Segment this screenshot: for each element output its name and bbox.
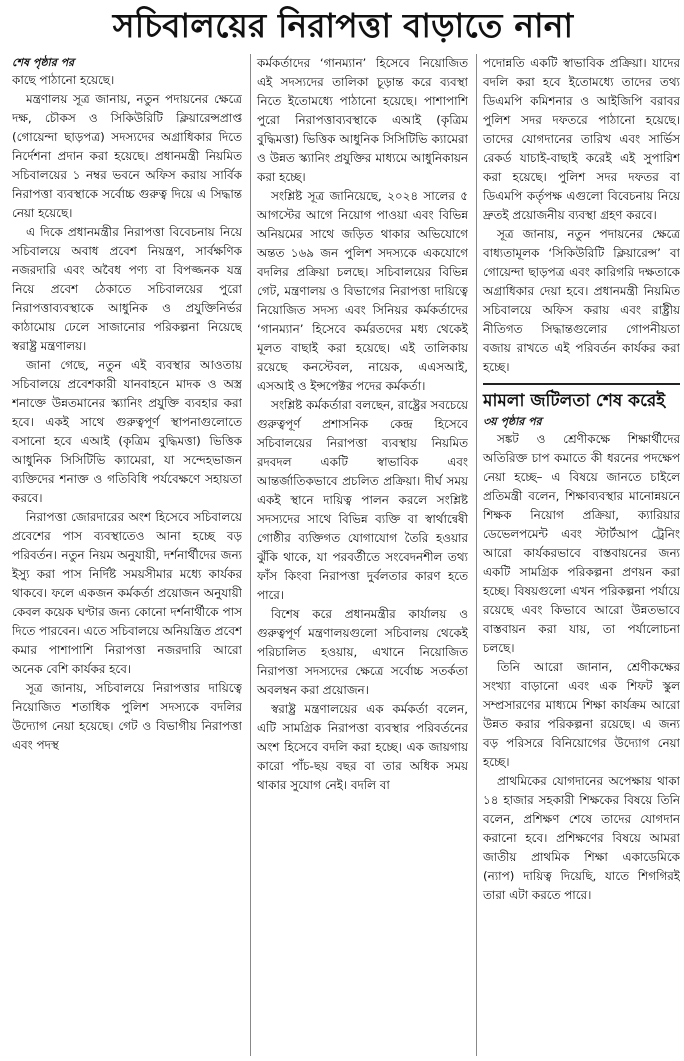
column-3: [476, 54, 680, 1056]
paragraph: স্বরাষ্ট্র মন্ত্রণালয়ের এক কর্মকর্তা বলেন, এটি সামগ্রিক নিরাপত্তা ব্যবস্থার পরিবর্তনের অংশ হিসেবে বদলি করা হচ্ছে। এক জায়গায় কারো পাঁচ-ছয় বছর বা তার অধিক সময় থাকার সুযোগ নেই। বদলি বা: [257, 702, 468, 792]
paragraph: সূত্র জানায়, সচিবালয়ে নিরাপত্তার দায়িত্বে নিয়োজিত শতাধিক পুলিশ সদস্যকে বদলির উদ্যোগ নেয়া হয়েছে। গেট ও বিভাগীয় নিরাপত্তা এবং পদস্থ: [12, 681, 242, 752]
paragraph: এ দিকে প্রধানমন্ত্রীর নিরাপত্তা বিবেচনায় নিয়ে সচিবালয়ে অবাধ প্রবেশ নিয়ন্ত্রণ, সার্বক্ষণিক নজরদারি এবং অবৈধ পণ্য বা বিপজ্জনক যন্ত্র নিয়ে প্রবেশ ঠেকাতে সচিবালয়ের পুরো নিরাপত্তাব্যবস্থাকে আধুনিক ও প্রযুক্তিনির্ভর কাঠামোয় ঢেলে সাজানোর পরিকল্পনা নিয়েছে স্বরাষ্ট্র মন্ত্রণালয়।: [12, 225, 242, 353]
paragraph: নিরাপত্তা জোরদারের অংশ হিসেবে সচিবালয়ে প্রবেশের পাস ব্যবস্থাতেও আনা হচ্ছে বড় পরিবর্তন। নতুন নিয়ম অনুযায়ী, দর্শনার্থীদের জন্য ইস্যু করা পাস নির্দিষ্ট সময়সীমার মধ্যে কার্যকর থাকবে। ফলে একজন কর্মকর্তা প্রয়োজন অনুযায়ী কেবল কয়েক ঘণ্টার জন্য কোনো দর্শনার্থীকে পাস দিতে পারবেন। এতে সচিবালয়ে অনিয়ন্ত্রিত প্রবেশ কমার পাশাপাশি নিরাপত্তা নজরদারি আরো অনেক বেশি কার্যকর হবে।: [12, 510, 242, 676]
continued-from-label: ৩য় পৃষ্ঠার পর: [483, 415, 542, 428]
paragraph: সঙ্কট ও শ্রেণীকক্ষে শিক্ষার্থীদের অতিরিক্ত চাপ কমাতে কী ধরনের পদক্ষেপ নেয়া হচ্ছে– এ বিষয়ে জানতে চাইলে প্রতিমন্ত্রী বলেন, শিক্ষাব্যবস্থার মানোন্নয়নে শিক্ষক নিয়োগ প্রক্রিয়া, ক্যারিয়ার ডেভেলপমেন্ট এবং স্টার্টআপ ট্রেনিং আরো কার্যকরভাবে বাস্তবায়নের জন্য একটি সামগ্রিক পরিকল্পনা প্রণয়ন করা হচ্ছে। বিষয়গুলো এখন পরিকল্পনা পর্যায়ে রয়েছে এবং কিভাবে আরো উন্নতভাবে বাস্তবায়ন করা যায়, তা পর্যালোচনা চলছে।: [483, 432, 680, 655]
paragraph: বিশেষ করে প্রধানমন্ত্রীর কার্যালয় ও গুরুত্বপূর্ণ মন্ত্রণালয়গুলো সচিবালয় থেকেই পরিচালিত হওয়ায়, এখানে নিয়োজিত নিরাপত্তা সদস্যদের ক্ষেত্রে সর্বোচ্চ সতর্কতা অবলম্বন করা প্রয়োজন।: [257, 607, 468, 697]
paragraph: তিনি আরো জানান, শ্রেণীকক্ষের সংখ্যা বাড়ানো এবং এক শিফট স্কুল সম্প্রসারণের মাধ্যমে শিক্ষা কার্যক্রম আরো উন্নত করার পরিকল্পনা রয়েছে। এ জন্য বড় পরিসরে বিনিয়োগের উদ্যোগ নেয়া হচ্ছে।: [483, 660, 680, 769]
paragraph: মন্ত্রণালয় সূত্র জানায়, নতুন পদায়নের ক্ষেত্রে দক্ষ, চৌকস ও সিকিউরিটি ক্লিয়ারেন্সপ্রাপ্ত (গোয়েন্দা ছাড়পত্র) সদস্যদের অগ্রাধিকার দিতে নির্দেশনা প্রদান করা হয়েছে। প্রধানমন্ত্রী নিয়মিত সচিবালয়ের ১ নম্বর ভবনে অফিস করায় সার্বিক নিরাপত্তা ব্যবস্থাকে সর্বোচ্চ গুরুত্ব দিয়ে এ সিদ্ধান্ত নেয়া হয়েছে।: [12, 92, 242, 220]
column-1: [12, 54, 242, 1056]
main-headline: সচিবালয়ের নিরাপত্তা বাড়াতে নানা: [112, 6, 574, 45]
paragraph: সংশ্লিষ্ট সূত্র জানিয়েছে, ২০২৪ সালের ৫ আগস্টের আগে নিয়োগ পাওয়া এবং বিভিন্ন অনিয়মের সাথে জড়িত থাকার অভিযোগে অন্তত ১৬৯ জন পুলিশ সদস্যকে একযোগে বদলির প্রক্রিয়া চলছে। সচিবালয়ের বিভিন্ন গেট, মন্ত্রণালয় ও বিভাগের নিরাপত্তা দায়িত্বে নিয়োজিত সদস্য এবং সিনিয়র কর্মকর্তাদের ‘গানম্যান’ হিসেবে কর্মরতদের মধ্য থেকেই মূলত বাছাই করা হয়েছে। এই তালিকায় রয়েছে কনস্টেবল, নায়েক, এএসআই, এসআই ও ইন্সপেক্টর পদের কর্মকর্তা।: [257, 189, 468, 393]
column-2: [250, 54, 468, 1056]
paragraph: পদোন্নতি একটি স্বাভাবিক প্রক্রিয়া। যাদের বদলি করা হবে ইতোমধ্যে তাদের তথ্য ডিএমপি কমিশনার ও আইজিপি বরাবর পুলিশ সদর দফতরে পাঠানো হয়েছে। তাদের যোগদানের তারিখ এবং সার্ভিস রেকর্ড যাচাই-বাছাই করেই এই সুপারিশ করা হয়েছে। পুলিশ সদর দফতর বা ডিএমপি কর্তৃপক্ষ এগুলো বিবেচনায় নিয়ে দ্রুতই প্রয়োজনীয় ব্যবস্থা গ্রহণ করবে।: [483, 56, 680, 222]
paragraph: সংশ্লিষ্ট কর্মকর্তারা বলছেন, রাষ্ট্রের সবচেয়ে গুরুত্বপূর্ণ প্রশাসনিক কেন্দ্র হিসেবে সচিবালয়ের নিরাপত্তা ব্যবস্থায় নিয়মিত রদবদল একটি স্বাভাবিক এবং আন্তর্জাতিকভাবে প্রচলিত প্রক্রিয়া। দীর্ঘ সময় একই স্থানে দায়িত্ব পালন করলে সংশ্লিষ্ট সদস্যদের সাথে বিভিন্ন ব্যক্তি বা স্বার্থান্বেষী গোষ্ঠীর ব্যক্তিগত যোগাযোগ তৈরি হওয়ার ঝুঁকি থাকে, যা পরবর্তীতে সংবেদনশীল তথ্য ফাঁস কিংবা নিরাপত্তা দুর্বলতার কারণ হতে পারে।: [257, 398, 468, 602]
section-divider: [483, 383, 680, 385]
paragraph: কর্মকর্তাদের ‘গানম্যান’ হিসেবে নিয়োজিত এই সদস্যদের তালিকা চূড়ান্ত করে ব্যবস্থা নিতে ইতোমধ্যে পাঠানো হয়েছে। পাশাপাশি পুরো নিরাপত্তাব্যবস্থাকে এআই (কৃত্রিম বুদ্ধিমত্তা) ভিত্তিক আধুনিক সিসিটিভি ক্যামেরা ও উন্নত স্ক্যানিং প্রযুক্তির মাধ্যমে আধুনিকায়ন করা হচ্ছে।: [257, 56, 468, 184]
paragraph: সূত্র জানায়, নতুন পদায়নের ক্ষেত্রে বাধ্যতামূলক ‘সিকিউরিটি ক্লিয়ারেন্স’ বা গোয়েন্দা ছাড়পত্র এবং কারিগরি দক্ষতাকে অগ্রাধিকার দেয়া হবে। প্রধানমন্ত্রী নিয়মিত সচিবালয়ে অফিস করায় এবং রাষ্ট্রীয় নীতিগত সিদ্ধান্তগুলোর গোপনীয়তা বজায় রাখতে এই পরিবর্তন কার্যকর করা হচ্ছে।: [483, 227, 680, 374]
paragraph: জানা গেছে, নতুন এই ব্যবস্থার আওতায় সচিবালয়ে প্রবেশকারী যানবাহনে মাদক ও অস্ত্র শনাক্তে উন্নতমানের স্ক্যানিং প্রযুক্তি ব্যবহার করা হবে। একই সাথে গুরুত্বপূর্ণ স্থাপনাগুলোতে বসানো হবে এআই (কৃত্রিম বুদ্ধিমত্তা) ভিত্তিক আধুনিক সিসিটিভি ক্যামেরা, যা সন্দেহভাজন ব্যক্তিদের শনাক্ত ও গতিবিধি পর্যবেক্ষণে সহায়তা করবে।: [12, 358, 242, 505]
paragraph: প্রাথমিকের যোগদানের অপেক্ষায় থাকা ১৪ হাজার সহকারী শিক্ষকের বিষয়ে তিনি বলেন, প্রশিক্ষণ শেষে তাদের যোগদান করানো হবে। প্রশিক্ষণের বিষয়ে আমরা জাতীয় প্রাথমিক শিক্ষা একাডেমিকে (ন্যাপ) দায়িত্ব দিয়েছি, যাতে শিগগিরই তারা এটা করতে পারে।: [483, 774, 680, 902]
second-story-headline: মামলা জটিলতা শেষ করেই: [483, 391, 666, 411]
continued-from-label: শেষ পৃষ্ঠার পর: [12, 56, 75, 69]
paragraph: কাছে পাঠানো হয়েছে।: [12, 73, 115, 87]
article-columns: [12, 54, 680, 1056]
